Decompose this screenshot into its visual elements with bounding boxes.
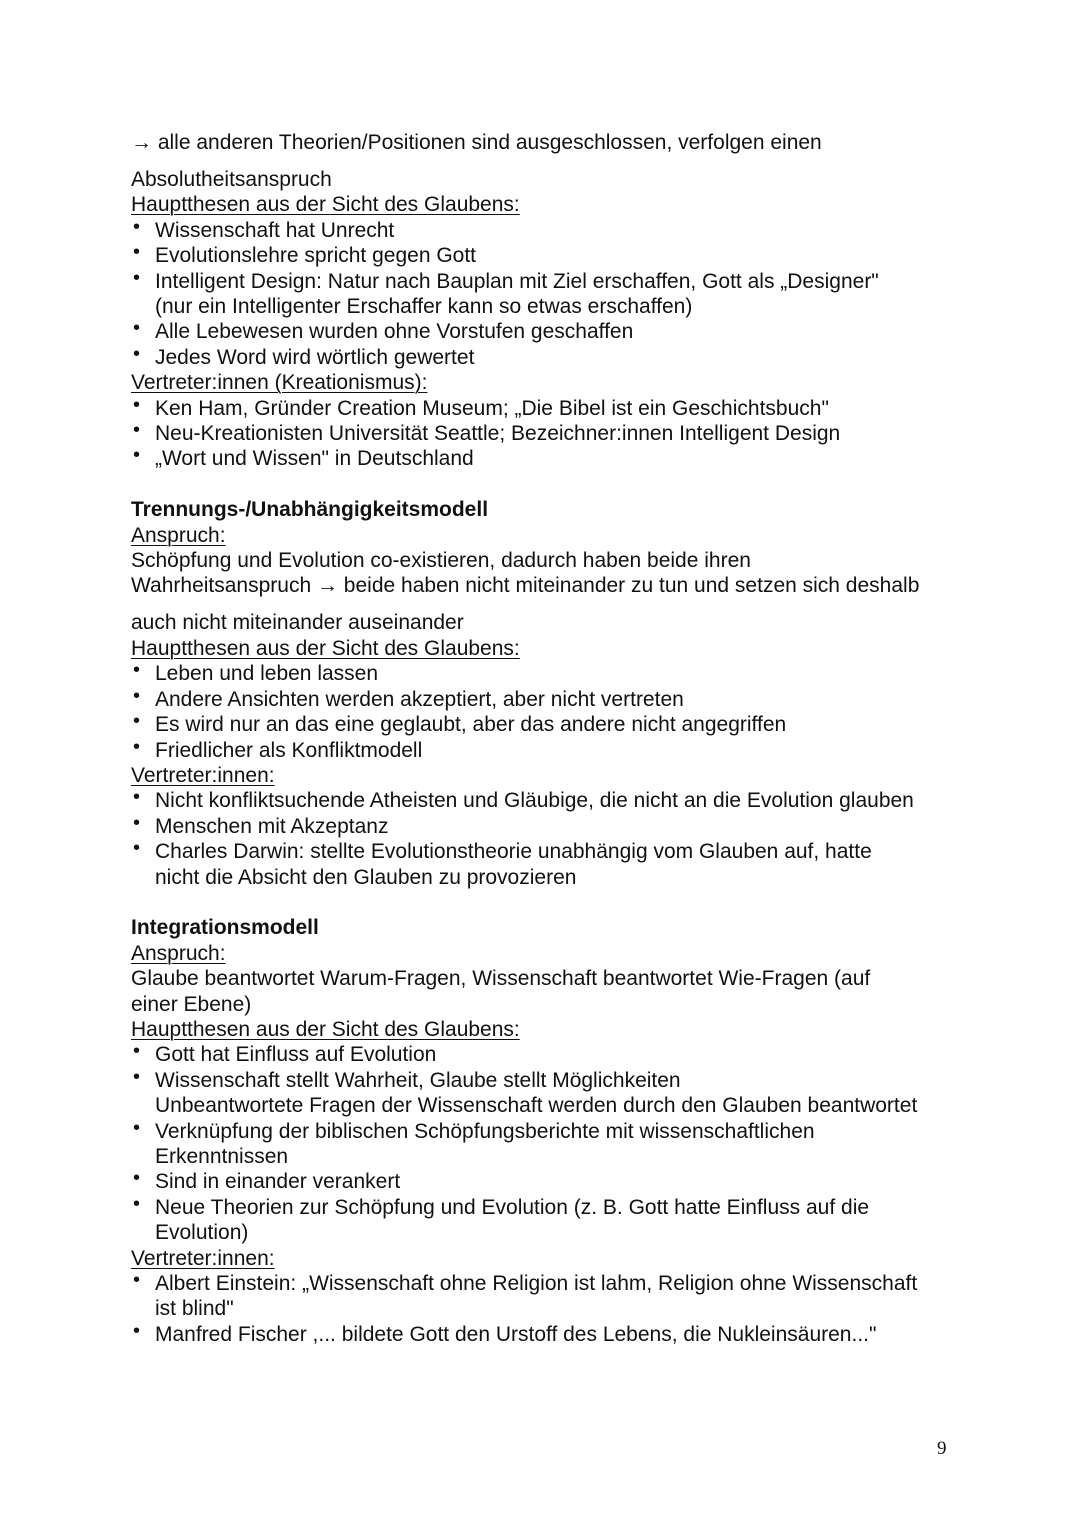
list-item-text: ist blind" xyxy=(155,1297,234,1321)
list-item-text: Neu-Kreationisten Universität Seattle; Bezeichner:innen Intelligent Design xyxy=(155,422,841,446)
bullet-icon: • xyxy=(133,419,141,442)
document-page xyxy=(131,130,961,1347)
representatives-heading: Vertreter:innen: xyxy=(131,763,275,787)
claim-heading: Anspruch: xyxy=(131,941,226,965)
list-item xyxy=(131,684,961,712)
list-item-text: Menschen mit Akzeptanz xyxy=(155,814,389,838)
list-item-text: Wissenschaft stellt Wahrheit, Glaube stellt Möglichkeiten xyxy=(155,1068,681,1092)
list-item-text: Es wird nur an das eine geglaubt, aber das andere nicht angegriffen xyxy=(155,713,787,737)
integration-representatives-list xyxy=(131,1271,961,1347)
list-item-text: Manfred Fischer ,... bildete Gott den Urstoff des Lebens, die Nukleinsäuren..." xyxy=(155,1322,877,1346)
theses-heading: Hauptthesen aus der Sicht des Glaubens: xyxy=(131,636,520,660)
claim-line: Schöpfung und Evolution co-existieren, dadurch haben beide ihren xyxy=(131,549,751,573)
bullet-icon: • xyxy=(133,241,141,264)
bullet-icon: • xyxy=(133,317,141,340)
bullet-icon: • xyxy=(133,1116,141,1139)
list-item xyxy=(131,1192,961,1246)
list-item xyxy=(131,1169,961,1194)
integration-theses-list xyxy=(131,1042,961,1245)
list-item xyxy=(131,243,961,268)
list-item-text: Albert Einstein: „Wissenschaft ohne Religion ist lahm, Religion ohne Wissenschaft xyxy=(155,1272,918,1296)
bullet-icon: • xyxy=(133,811,141,834)
list-item xyxy=(131,661,961,686)
list-item-text: Andere Ansichten werden akzeptiert, aber nicht vertreten xyxy=(155,687,684,711)
bullet-icon: • xyxy=(133,684,141,707)
list-item-text: Intelligent Design: Natur nach Bauplan mit Ziel erschaffen, Gott als „Designer" xyxy=(155,269,879,293)
bullet-icon: • xyxy=(133,393,141,416)
list-item-text: Erkenntnissen xyxy=(155,1145,289,1168)
list-item-text: Alle Lebewesen wurden ohne Vorstufen geschaffen xyxy=(155,320,634,344)
claim-line: Wahrheitsanspruch → beide haben nicht miteinander zu tun und setzen sich deshalb xyxy=(131,574,920,598)
theses-heading: Hauptthesen aus der Sicht des Glaubens: xyxy=(131,193,520,217)
separation-representatives-list xyxy=(131,788,961,890)
list-item xyxy=(131,1116,961,1170)
intro-theses-list xyxy=(131,215,961,370)
list-item xyxy=(131,446,961,471)
bullet-icon: • xyxy=(133,266,141,289)
list-item xyxy=(131,1319,961,1347)
claim-line: einer Ebene) xyxy=(131,992,252,1016)
list-item xyxy=(131,712,961,737)
list-item xyxy=(131,1042,961,1067)
representatives-heading: Vertreter:innen (Kreationismus): xyxy=(131,371,428,395)
list-item-text: nicht die Absicht den Glauben zu provozieren xyxy=(155,865,577,889)
representatives-heading: Vertreter:innen: xyxy=(131,1246,275,1270)
bullet-icon: • xyxy=(133,444,141,467)
list-item xyxy=(131,266,961,320)
bullet-icon: • xyxy=(133,1269,141,1292)
list-item-text: Leben und leben lassen xyxy=(155,662,379,686)
list-item-text: „Wort und Wissen" in Deutschland xyxy=(155,447,474,471)
list-item-text: Ken Ham, Gründer Creation Museum; „Die Bibel ist ein Geschichtsbuch" xyxy=(155,396,829,420)
theses-heading: Hauptthesen aus der Sicht des Glaubens: xyxy=(131,1017,520,1041)
bullet-icon: • xyxy=(133,735,141,758)
list-item-text: Unbeantwortete Fragen der Wissenschaft werden durch den Glauben beantwortet xyxy=(155,1094,918,1118)
section-title: Trennungs-/Unabhängigkeitsmodell xyxy=(131,498,489,522)
intro-line: Absolutheitsanspruch xyxy=(131,168,332,191)
intro-line: → alle anderen Theorien/Positionen sind ausgeschlossen, verfolgen einen xyxy=(131,131,822,154)
claim-heading: Anspruch: xyxy=(131,523,226,547)
claim-line: Glaube beantwortet Warum-Fragen, Wissenschaft beantwortet Wie-Fragen (auf xyxy=(131,967,871,991)
bullet-icon: • xyxy=(133,215,141,238)
bullet-icon: • xyxy=(133,1065,141,1088)
list-item xyxy=(131,421,961,446)
bullet-icon: • xyxy=(133,1167,141,1190)
bullet-icon: • xyxy=(133,710,141,733)
list-item xyxy=(131,393,961,421)
intro-representatives-list xyxy=(131,393,961,472)
list-item xyxy=(131,1271,961,1322)
list-item-text: Gott hat Einfluss auf Evolution xyxy=(155,1043,437,1067)
page-number: 9 xyxy=(937,1438,947,1459)
list-item xyxy=(131,342,961,370)
list-item-text: Evolutionslehre spricht gegen Gott xyxy=(155,244,477,268)
bullet-icon: • xyxy=(133,1192,141,1215)
list-item xyxy=(131,215,961,243)
list-item xyxy=(131,788,961,813)
list-item xyxy=(131,1065,961,1119)
bullet-icon: • xyxy=(133,1319,141,1342)
list-item-text: Nicht konfliktsuchende Atheisten und Gläubige, die nicht an die Evolution glauben xyxy=(155,789,914,813)
list-item-text: Jedes Word wird wörtlich gewertet xyxy=(155,345,475,369)
list-item-text: Friedlicher als Konfliktmodell xyxy=(155,738,423,762)
list-item-text: Evolution) xyxy=(155,1221,249,1245)
list-item-text: Sind in einander verankert xyxy=(155,1170,401,1194)
list-item-text: Charles Darwin: stellte Evolutionstheorie unabhängig vom Glauben auf, hatte xyxy=(155,840,872,864)
list-item xyxy=(131,839,961,890)
list-item xyxy=(131,319,961,344)
list-item-text: Wissenschaft hat Unrecht xyxy=(155,218,395,242)
bullet-icon: • xyxy=(133,1040,141,1063)
list-item xyxy=(131,735,961,763)
bullet-icon: • xyxy=(133,659,141,682)
list-item-text: Neue Theorien zur Schöpfung und Evolution (z. B. Gott hatte Einfluss auf die xyxy=(155,1195,870,1219)
section-title: Integrationsmodell xyxy=(131,916,319,940)
list-item-text: Verknüpfung der biblischen Schöpfungsberichte mit wissenschaftlichen xyxy=(155,1119,815,1143)
separation-theses-list xyxy=(131,661,961,763)
bullet-icon: • xyxy=(133,786,141,809)
bullet-icon: • xyxy=(133,837,141,860)
bullet-icon: • xyxy=(133,342,141,365)
list-item xyxy=(131,811,961,839)
list-item-text: (nur ein Intelligenter Erschaffer kann so etwas erschaffen) xyxy=(155,295,693,319)
claim-line: auch nicht miteinander auseinander xyxy=(131,611,464,635)
